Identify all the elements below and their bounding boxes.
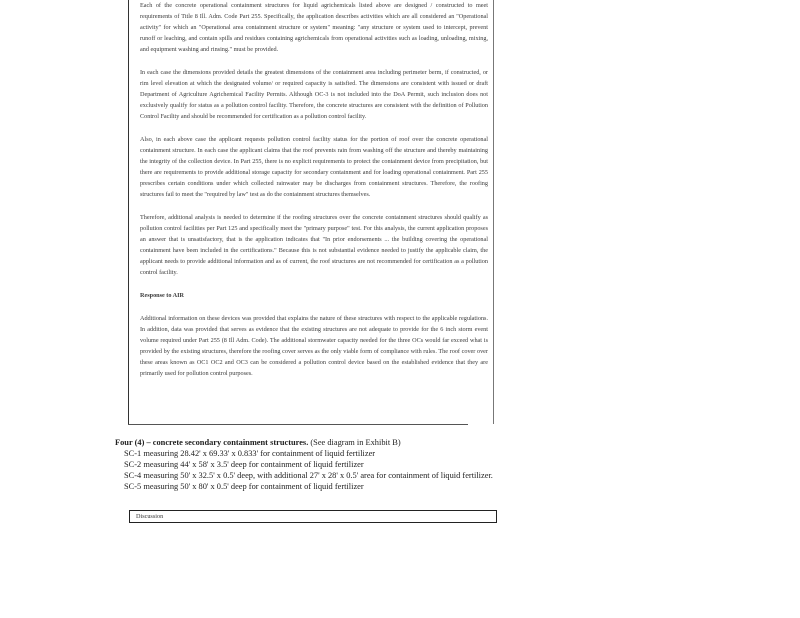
paragraph-additional-analysis: Therefore, additional analysis is needed to determine if the roofing structures over the concrete containment structures should qualify as pollution control facilities per Part 125 and specifically meet the "primary purpose" test. For this analysis, the current application proposes an answer that is unsatisfactory, that is the application indicates that "In prior endorsements ... the building covering the operational containment have been included in the certifications." Because this is not substantial evidence needed to justify the applicable claim, the applicant needs to provide additional information and as of current, the roof structures are not recommended for certification as a pollution control facility. xyxy=(140,214,488,276)
section-heading-rest: (See diagram in Exhibit B) xyxy=(308,438,401,447)
box-left-border xyxy=(128,0,129,424)
discussion-box-content xyxy=(140,0,488,391)
list-item: SC-4 measuring 50' x 32.5' x 0.5' deep, with additional 27' x 28' x 0.5' area for containment of liquid fertilizer. xyxy=(124,471,493,480)
response-heading: Response to AIR xyxy=(140,292,185,299)
section-heading xyxy=(115,437,515,448)
discussion-header-box xyxy=(129,510,497,523)
secondary-containment-section xyxy=(115,437,515,492)
paragraph-response: Additional information on these devices was provided that explains the nature of these structures with respect to the applicable regulations. In addition, data was provided that serves as evidence that the existing structures are not adequate to provide for the 6 inch storm event volume required under Part 255 (8 Ill Adm. Code). The additional stormwater capacity needed for the three OCs would far exceed what is provided by the existing structures, therefore the roofing cover serves as the only viable form of compliance with rules. The roof cover over these areas known as OC1 OC2 and OC3 can be considered a pollution control device based on the established evidence that they are primarily used for pollution control purposes. xyxy=(140,315,488,377)
paragraph-roof-status: Also, in each above case the applicant requests pollution control facility status for the portion of roof over the concrete operational containment structure. In each case the applicant claims that the roof prevents rain from washing off the structure and thereby maintaining the integrity of the collection device. In Part 255, there is no explicit requirements to protect the containment device from precipitation, but there are requirements to provide additional storage capacity for secondary containment and for loading operational containment. Part 255 prescribes certain conditions under which collected rainwater may be discharges from containment structures. Therefore, the roofing structures fail to meet the "required by law" test as do the containment structures themselves. xyxy=(140,136,488,198)
section-heading-bold: Four (4) – concrete secondary containment structures. xyxy=(115,438,309,447)
list-item: SC-2 measuring 44' x 58' x 3.5' deep for containment of liquid fertilizer xyxy=(124,460,364,469)
box-right-border xyxy=(493,0,494,424)
box-bottom-border xyxy=(128,424,468,425)
list-item: SC-5 measuring 50' x 80' x 0.5' deep for containment of liquid fertilizer xyxy=(124,482,364,491)
list-item: SC-1 measuring 28.42' x 69.33' x 0.833' for containment of liquid fertilizer xyxy=(124,449,376,458)
discussion-label: Discussion xyxy=(136,513,164,520)
paragraph-operational-activity: Each of the concrete operational containment structures for liquid agrichemicals listed above are designed / constructed to meet requirements of Title 8 Ill. Adm. Code Part 255. Specifically, the application describes activities which are all considered an "Operational activity" for which an "Operational area containment structure or system" meaning: "any structure or system used to intercept, prevent runoff or leaching, and contain spills and residues containing agrichemicals from operational activities such as loading, unloading, mixing, and equipment washing and rinsing." must be provided. xyxy=(140,2,488,53)
paragraph-dimensions: In each case the dimensions provided details the greatest dimensions of the containment area including perimeter berm, if constructed, or rim level elevation at which the designated volume/ or required capacity is satisfied. The dimensions are consistent with issued or draft Department of Agriculture Agrichemical Facility Permits. Although OC-3 is not included into the DoA Permit, such inclusion does not exclusively qualify for status as a pollution control facility. Therefore, the concrete structures are consistent with the definition of Pollution Control Facility and should be recommended for certification as a pollution control facility. xyxy=(140,69,488,120)
